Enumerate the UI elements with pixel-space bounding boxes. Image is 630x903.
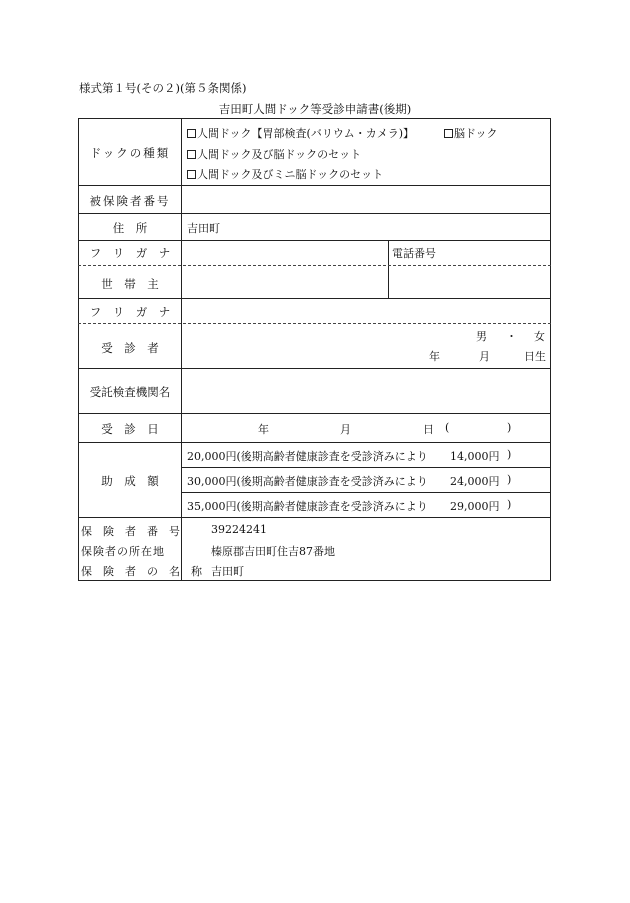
insured-number-label: 被保険者番号 (89, 194, 171, 208)
insurer-address-value: 榛原郡吉田町住吉87番地 (211, 545, 335, 558)
subsidy-row-divider (181, 467, 551, 468)
insurer-name-label: 保 険 者 の 名 称 (81, 565, 202, 578)
insurer-number-label: 保 険 者 番 号 (81, 525, 180, 538)
dock-option-3[interactable] (187, 146, 361, 162)
subsidy-reduced: 29,000円 (450, 500, 500, 513)
dock-option-1-label: 人間ドック【胃部検査(バリウム・カメラ)】 (197, 127, 415, 140)
dock-option-2-label: 脳ドック (454, 127, 498, 140)
insurer-address-label: 保険者の所在地 (81, 545, 165, 558)
row-divider (78, 517, 551, 518)
householder-label: 世 帯 主 (101, 277, 159, 291)
dock-option-2[interactable] (444, 125, 498, 141)
dock-option-4-label: 人間ドック及びミニ脳ドックのセット (197, 168, 384, 181)
insurer-number-value: 39224241 (211, 523, 267, 536)
exam-date-label: 受 診 日 (101, 422, 159, 436)
dock-option-3-label: 人間ドック及び脳ドックのセット (197, 148, 362, 161)
subsidy-amount: 20,000円(後期高齢者健康診査を受診済みにより (187, 450, 428, 463)
weekday-paren-open: ( (445, 421, 450, 434)
exam-month-label: 月 (340, 423, 351, 436)
form-title: 吉田町人間ドック等受診申請書(後期) (218, 102, 412, 116)
sex-male[interactable]: 男 (476, 330, 487, 343)
address-label: 住 所 (112, 221, 148, 235)
address-value[interactable]: 吉田町 (187, 222, 220, 235)
subsidy-option-3[interactable] (187, 498, 512, 514)
birth-year-label: 年 (429, 350, 440, 363)
subsidy-label: 助 成 額 (101, 474, 159, 488)
subsidy-close: ) (507, 473, 512, 486)
furigana-label: フ リ ガ ナ (89, 305, 171, 319)
examinee-furigana-field[interactable] (182, 299, 550, 322)
row-divider-dashed (78, 323, 551, 324)
row-divider (78, 213, 551, 214)
form-number: 様式第１号(その２)(第５条関係) (79, 81, 247, 95)
exam-year-label: 年 (258, 423, 269, 436)
householder-furigana-field[interactable] (182, 241, 387, 264)
sex-female[interactable]: 女 (534, 330, 545, 343)
exam-day-label: 日 (423, 423, 434, 436)
householder-field[interactable] (182, 266, 387, 297)
row-divider (78, 442, 551, 443)
subsidy-option-1[interactable] (187, 448, 512, 464)
subsidy-close: ) (507, 448, 512, 461)
checkbox[interactable] (187, 150, 196, 159)
subsidy-close: ) (507, 498, 512, 511)
subsidy-reduced: 14,000円 (450, 450, 500, 463)
weekday-paren-close: ) (507, 421, 512, 434)
checkbox[interactable] (187, 170, 196, 179)
subsidy-amount: 30,000円(後期高齢者健康診査を受診済みにより (187, 475, 428, 488)
subsidy-amount: 35,000円(後期高齢者健康診査を受診済みにより (187, 500, 428, 513)
examinee-label: 受 診 者 (101, 341, 159, 355)
checkbox[interactable] (187, 129, 196, 138)
birth-month-label: 月 (479, 350, 490, 363)
row-divider (78, 413, 551, 414)
phone-field[interactable] (389, 266, 550, 297)
checkbox[interactable] (444, 129, 453, 138)
institution-label: 受託検査機関名 (89, 385, 171, 399)
subsidy-row-divider (181, 492, 551, 493)
furigana-label: フ リ ガ ナ (89, 246, 171, 260)
institution-field[interactable] (182, 369, 550, 412)
dock-option-4[interactable] (187, 166, 383, 182)
subsidy-option-2[interactable] (187, 473, 512, 489)
sex-separator: ・ (506, 330, 517, 343)
subsidy-reduced: 24,000円 (450, 475, 500, 488)
phone-label: 電話番号 (392, 247, 436, 260)
dock-option-1[interactable] (187, 125, 414, 141)
dock-type-label: ドックの種類 (89, 146, 171, 160)
insured-number-field[interactable] (182, 186, 550, 212)
insurer-name-value: 吉田町 (211, 565, 244, 578)
birth-day-label: 日生 (524, 350, 546, 363)
